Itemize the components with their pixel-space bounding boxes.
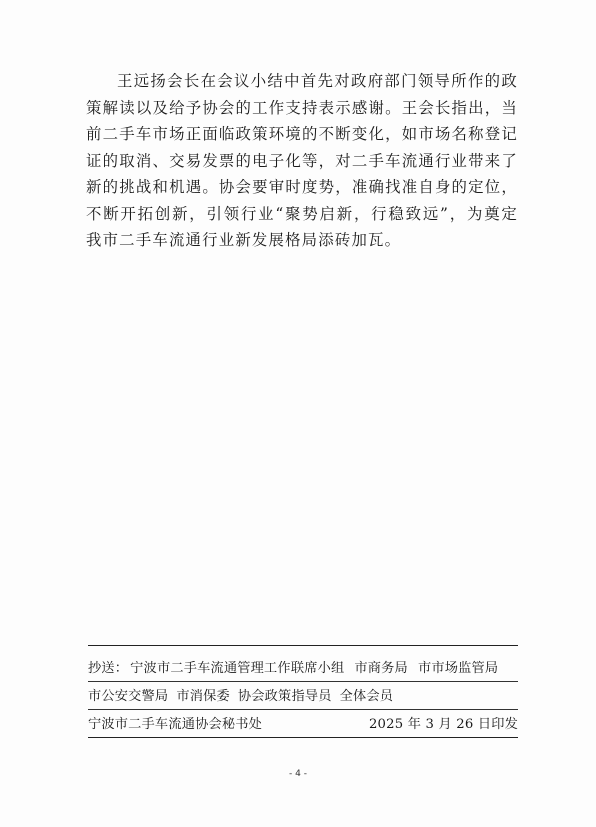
cc-line-2 [88,688,518,706]
body-paragraph: 王远扬会长在会议小结中首先对政府部门领导所作的政策解读以及给予协会的工作支持表示感谢。王会长指出，当前二手车市场正面临政策环境的不断变化，如市场名称登记证的取消、交易发票的电子化等，对二手车流通行业带来了新的挑战和机遇。协会要审时度势，准确找准自身的定位，不断开拓创新，引领行业“聚势启新，行稳致远”，为奠定我市二手车流通行业新发展格局添砖加瓦。 [86,72,518,249]
distribution-divider [88,709,518,710]
cc-recipient: 全体会员 [339,689,394,704]
cc-recipient: 市市场监管局 [417,661,499,676]
issuer-name: 宁波市二手车流通协会秘书处 [88,717,263,732]
cc-line-1 [88,660,518,678]
distribution-top-rule [88,645,518,646]
distribution-divider [88,681,518,682]
imprint-line [88,716,518,734]
cc-recipient: 市消保委 [176,689,230,704]
cc-recipient: 市商务局 [354,661,408,676]
cc-recipient: 市公安交警局 [88,689,169,704]
issue-date: 2025 年 3 月 26 日印发 [368,717,518,732]
cc-recipient: 宁波市二手车流通管理工作联席小组 [130,661,345,676]
cc-recipient: 协会政策指导员 [237,689,332,704]
page-number: - 4 - [289,769,307,779]
distribution-bottom-rule [88,737,518,738]
cc-label: 抄送： [88,661,129,676]
